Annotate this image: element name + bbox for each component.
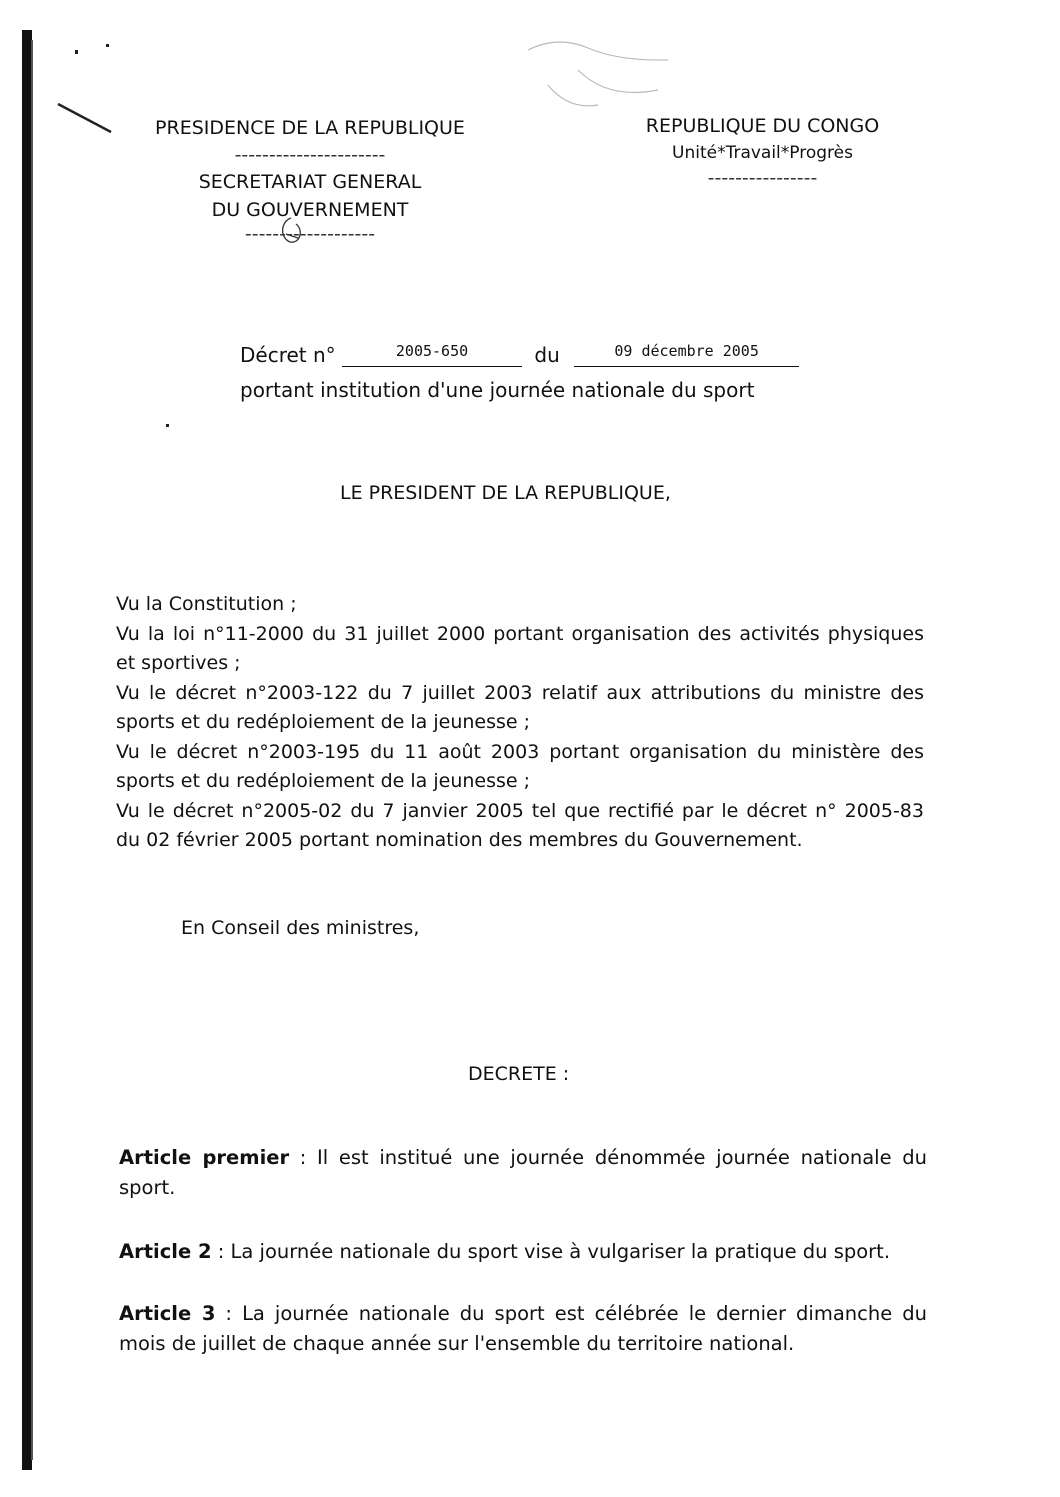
article-label: Article premier [119, 1146, 290, 1169]
president-heading: LE PRESIDENT DE LA REPUBLIQUE, [340, 482, 671, 504]
article-2 [119, 1237, 927, 1267]
visa-item: Vu le décret n°2003-122 du 7 juillet 2003 relatif aux attributions du ministre des sports et du redéploiement de la jeunesse ; [116, 681, 924, 733]
decret-label: Décret n° [240, 343, 336, 367]
header-right-separator: ---------------- [707, 167, 818, 189]
handwritten-mark [276, 214, 306, 248]
article-label: Article 3 [119, 1302, 216, 1325]
header-left-separator-2: ------------------- [244, 223, 376, 245]
du-label: du [534, 343, 560, 367]
decrete-heading: DECRETE : [468, 1063, 570, 1085]
decree-subject: portant institution d'une journée nationale du sport [240, 378, 755, 402]
scan-border-inner [31, 40, 33, 1460]
decree-number: 2005-650 [395, 342, 469, 360]
article-separator: : [211, 1240, 231, 1263]
scan-speck [166, 424, 169, 427]
national-motto: Unité*Travail*Progrès [672, 143, 853, 163]
scan-speck [106, 44, 109, 47]
article-1 [119, 1143, 927, 1202]
secretariat-heading: SECRETARIAT GENERAL [198, 171, 422, 193]
article-label: Article 2 [119, 1240, 212, 1263]
conseil-line: En Conseil des ministres, [181, 917, 420, 939]
visa-item: Vu la loi n°11-2000 du 31 juillet 2000 portant organisation des activités physiques et sportives ; [116, 622, 924, 674]
decree-date: 09 décembre 2005 [614, 342, 759, 360]
decree-number-field [342, 334, 522, 367]
article-text: La journée nationale du sport vise à vulgariser la pratique du sport. [230, 1240, 891, 1263]
article-text: Il est institué une journée dénommée journée nationale du sport. [119, 1146, 928, 1199]
pen-stroke-mark [55, 100, 115, 140]
visa-item: Vu la Constitution ; [116, 593, 297, 615]
header-left [110, 116, 510, 244]
article-separator: : [289, 1146, 318, 1169]
decree-title [240, 340, 840, 405]
scan-speck [75, 50, 78, 54]
decree-date-field [574, 334, 799, 367]
gouvernement-heading: DU GOUVERNEMENT [211, 199, 409, 221]
article-text: La journée nationale du sport est célébrée le dernier dimanche du mois de juillet de chaque année sur l'ensemble du territoire national. [119, 1302, 928, 1355]
presidence-heading: PRESIDENCE DE LA REPUBLIQUE [155, 117, 465, 139]
visas-block [116, 590, 924, 856]
header-right [620, 114, 905, 189]
faint-stamp-mark [518, 30, 678, 120]
header-left-separator: ---------------------- [234, 144, 386, 166]
visa-item: Vu le décret n°2005-02 du 7 janvier 2005 tel que rectifié par le décret n° 2005-83 du 02 février 2005 portant nomination des membres du Gouvernement. [116, 799, 924, 851]
article-separator: : [215, 1302, 243, 1325]
visa-item: Vu le décret n°2003-195 du 11 août 2003 portant organisation du ministère des sports et du redéploiement de la jeunesse ; [116, 740, 924, 792]
republique-heading: REPUBLIQUE DU CONGO [645, 115, 880, 137]
article-3 [119, 1299, 927, 1358]
